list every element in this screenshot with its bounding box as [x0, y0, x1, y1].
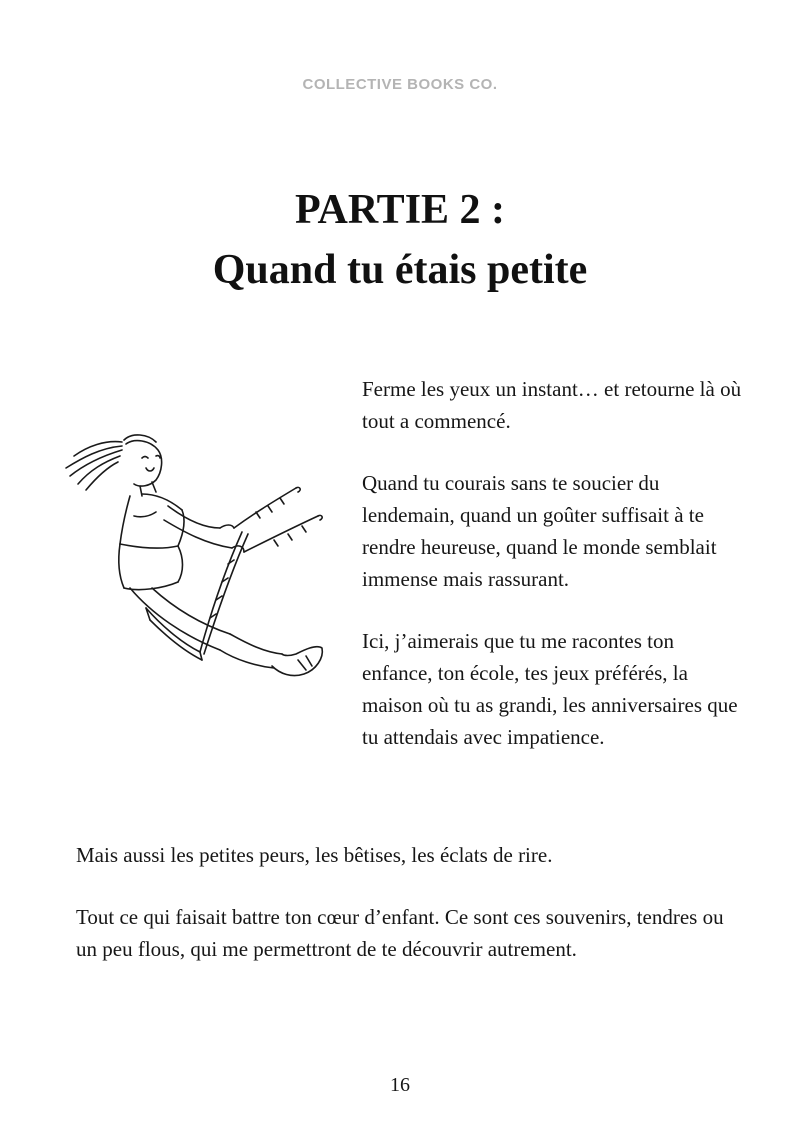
- chapter-title-line-2: Quand tu étais petite: [212, 247, 588, 293]
- page-number: 16: [390, 1074, 410, 1096]
- chapter-title: [0, 180, 800, 300]
- chapter-title-line-1: PARTIE 2 :: [294, 187, 506, 233]
- side-paragraph-3: Ici, j’aimerais que tu me racontes ton enfance, ton école, tes jeux préférés, la maison où tu as grandi, les anniversaires que tu attendais avec impatience.: [362, 629, 738, 749]
- girl-on-swing-illustration: [60, 428, 340, 698]
- full-width-text: [76, 839, 736, 995]
- full-paragraph-1: Mais aussi les petites peurs, les bêtises, les éclats de rire.: [76, 843, 553, 867]
- full-paragraph-2: Tout ce qui faisait battre ton cœur d’enfant. Ce sont ces souvenirs, tendres ou un peu flous, qui me permettront de te découvrir autrement.: [76, 905, 724, 961]
- side-text-column: [362, 373, 742, 783]
- side-paragraph-2: Quand tu courais sans te soucier du lendemain, quand un goûter suffisait à te rendre heureuse, quand le monde semblait immense mais rassurant.: [362, 471, 717, 591]
- side-paragraph-1: Ferme les yeux un instant… et retourne là où tout a commencé.: [362, 377, 742, 433]
- publisher-name: COLLECTIVE BOOKS CO.: [302, 76, 498, 93]
